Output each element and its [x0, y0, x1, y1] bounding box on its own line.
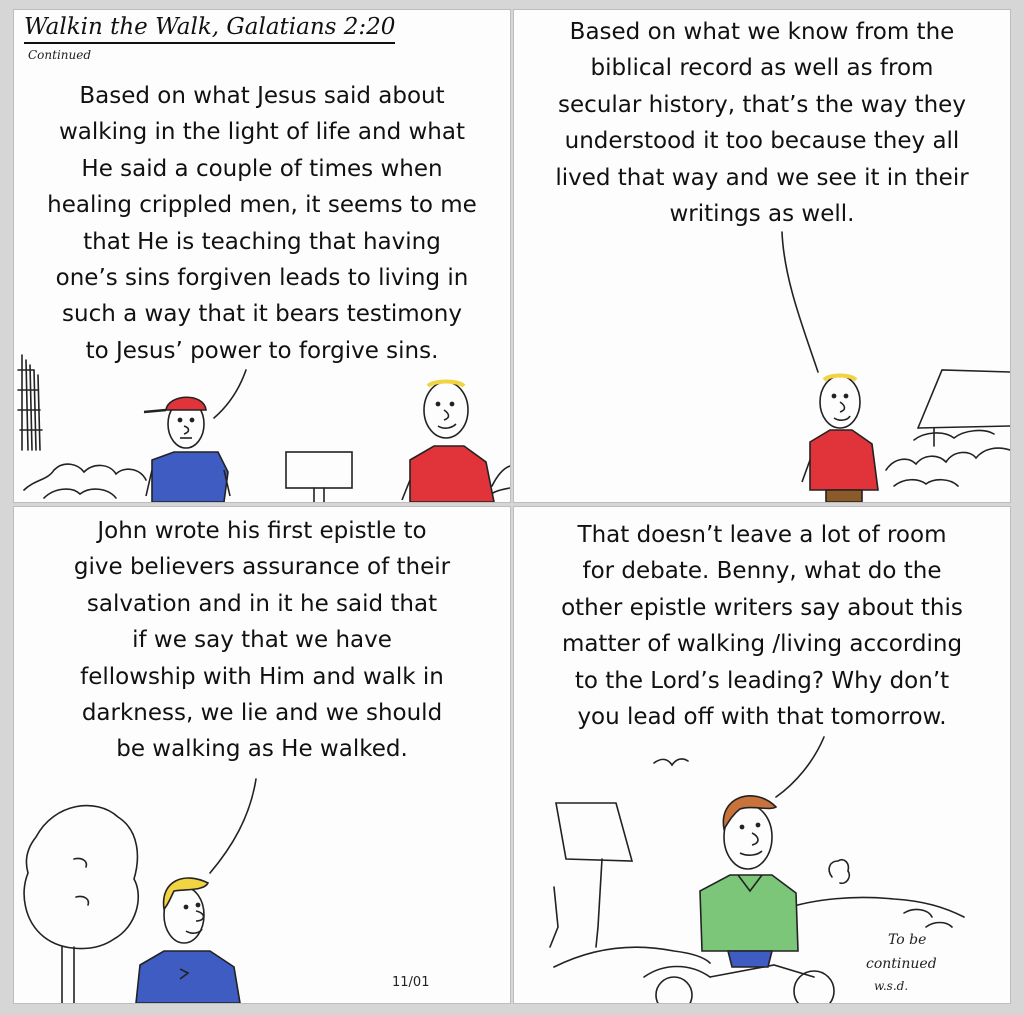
bicycle-wheel	[794, 971, 834, 1003]
comic-panel-2	[514, 10, 1010, 502]
comic-panel-3	[14, 507, 510, 1003]
red-shirt	[410, 446, 494, 502]
sign-board	[286, 452, 352, 488]
blonde-man-red-shirt	[402, 382, 494, 503]
panel-3-speech: John wrote his first epistle to give believers assurance of their salvation and in it he said that if we say that we have fellowship with Him and walk in darkness, we lie and we should be walking as He walked.	[73, 518, 451, 763]
strip-subtitle: Continued	[28, 48, 92, 62]
tree	[24, 806, 138, 949]
hill	[784, 897, 964, 917]
panel-4-illustration	[514, 507, 1010, 1003]
artist-signature: w.s.d.	[874, 979, 909, 993]
blue-pants	[728, 951, 772, 967]
panel-4-speech: That doesn’t leave a lot of room for debate. Benny, what do the other epistle writers say about this matter of walking /living according to the Lord’s leading? Why don’t you lead off with that tomorrow.	[561, 522, 963, 731]
panel-2-illustration	[514, 10, 1010, 502]
panel-2-speech: Based on what we know from the biblical record as well as from secular history, that’s the way they understood it too because they all lived that way and we see it in their writings as well.	[555, 19, 969, 228]
date-stamp: 11/01	[392, 975, 430, 990]
panel-1-speech: Based on what Jesus said about walking in the light of life and what He said a couple of times when healing crippled men, it seems to me that He is teaching that having one’s sins forgiven leads to living in such a way that it bears testimony to Jesus’ power to forgive sins.	[47, 83, 477, 364]
blonde-boy-blue-shirt	[136, 878, 240, 1003]
comic-panel-1	[14, 10, 510, 502]
comic-panel-4	[514, 507, 1010, 1003]
boy-with-red-cap	[144, 397, 230, 502]
red-shirt	[810, 430, 878, 490]
panel-1-illustration	[14, 10, 510, 502]
blue-shirt	[152, 452, 228, 502]
benny-green-shirt	[700, 796, 798, 967]
speech-tail	[782, 232, 818, 372]
green-shirt	[700, 875, 798, 951]
bush	[24, 464, 146, 490]
to-be-note: To be	[888, 932, 927, 948]
blonde-man-red-shirt	[802, 376, 878, 503]
speech-tail	[210, 779, 256, 873]
brown-pants	[826, 490, 862, 502]
strip-title: Walkin the Walk, Galatians 2:20	[24, 12, 395, 44]
small-dog	[829, 860, 849, 884]
bird	[654, 759, 688, 765]
blue-shirt	[136, 951, 240, 1003]
red-cap	[166, 397, 206, 410]
continued-note: continued	[866, 956, 937, 972]
bush	[886, 448, 1010, 470]
house-roof	[918, 370, 1010, 428]
face	[424, 382, 468, 438]
speech-tail	[776, 737, 824, 797]
speech-tail	[214, 370, 246, 418]
panel-3-illustration	[14, 507, 510, 1003]
sign-board	[556, 803, 632, 861]
